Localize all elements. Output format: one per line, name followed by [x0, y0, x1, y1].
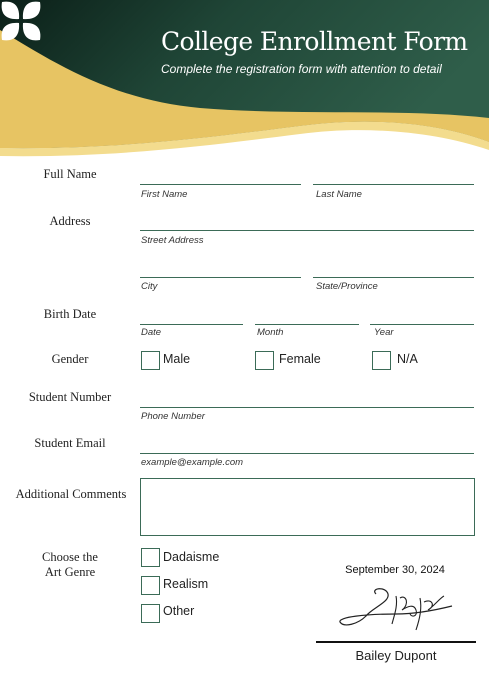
- city-field[interactable]: [140, 277, 301, 278]
- signature-name: Bailey Dupont: [355, 648, 437, 663]
- genre-realism-checkbox[interactable]: [141, 576, 160, 595]
- city-hint: City: [141, 281, 158, 292]
- handwritten-signature: [336, 584, 456, 636]
- genre-other-label: Other: [163, 604, 195, 618]
- full-name-label: Full Name: [43, 167, 97, 181]
- gender-female-label: Female: [279, 352, 321, 366]
- gender-na-checkbox[interactable]: [372, 351, 391, 370]
- first-name-hint: First Name: [141, 189, 188, 200]
- header-wave-background: [0, 0, 489, 170]
- genre-dadaisme-checkbox[interactable]: [141, 548, 160, 567]
- gender-label: Gender: [51, 352, 89, 366]
- birth-month-hint: Month: [257, 327, 284, 338]
- first-name-field[interactable]: [140, 184, 301, 185]
- birth-year-field[interactable]: [370, 324, 474, 325]
- birth-day-hint: Date: [141, 327, 162, 338]
- last-name-hint: Last Name: [316, 189, 362, 200]
- signature-date: September 30, 2024: [345, 564, 445, 576]
- street-address-field[interactable]: [140, 230, 474, 231]
- student-number-field[interactable]: [140, 407, 474, 408]
- student-number-hint: Phone Number: [141, 411, 205, 422]
- art-genre-label-line2: Art Genre: [44, 565, 96, 579]
- student-email-field[interactable]: [140, 453, 474, 454]
- student-number-label: Student Number: [28, 390, 112, 404]
- gender-male-checkbox[interactable]: [141, 351, 160, 370]
- address-label: Address: [49, 214, 91, 228]
- gender-female-checkbox[interactable]: [255, 351, 274, 370]
- genre-realism-label: Realism: [163, 577, 209, 591]
- student-email-hint: example@example.com: [141, 457, 244, 468]
- genre-other-checkbox[interactable]: [141, 604, 160, 623]
- form-header: [0, 0, 489, 170]
- birth-day-field[interactable]: [140, 324, 243, 325]
- gender-na-label: N/A: [397, 352, 418, 366]
- state-hint: State/Province: [316, 281, 378, 292]
- additional-comments-label: Additional Comments: [15, 487, 127, 501]
- student-email-label: Student Email: [34, 436, 106, 450]
- street-address-hint: Street Address: [141, 235, 204, 246]
- flower-logo-icon: [0, 0, 42, 42]
- birth-month-field[interactable]: [255, 324, 359, 325]
- art-genre-label-line1: Choose the: [42, 550, 98, 564]
- genre-dadaisme-label: Dadaisme: [163, 550, 220, 564]
- birth-year-hint: Year: [374, 327, 394, 338]
- gender-male-label: Male: [163, 352, 191, 366]
- last-name-field[interactable]: [313, 184, 474, 185]
- additional-comments-textarea[interactable]: [140, 478, 475, 536]
- birth-date-label: Birth Date: [43, 307, 97, 321]
- form-subtitle: Complete the registration form with attention to detail: [161, 62, 442, 76]
- signature-line: [316, 641, 476, 643]
- form-title: College Enrollment Form: [161, 27, 468, 56]
- state-field[interactable]: [313, 277, 474, 278]
